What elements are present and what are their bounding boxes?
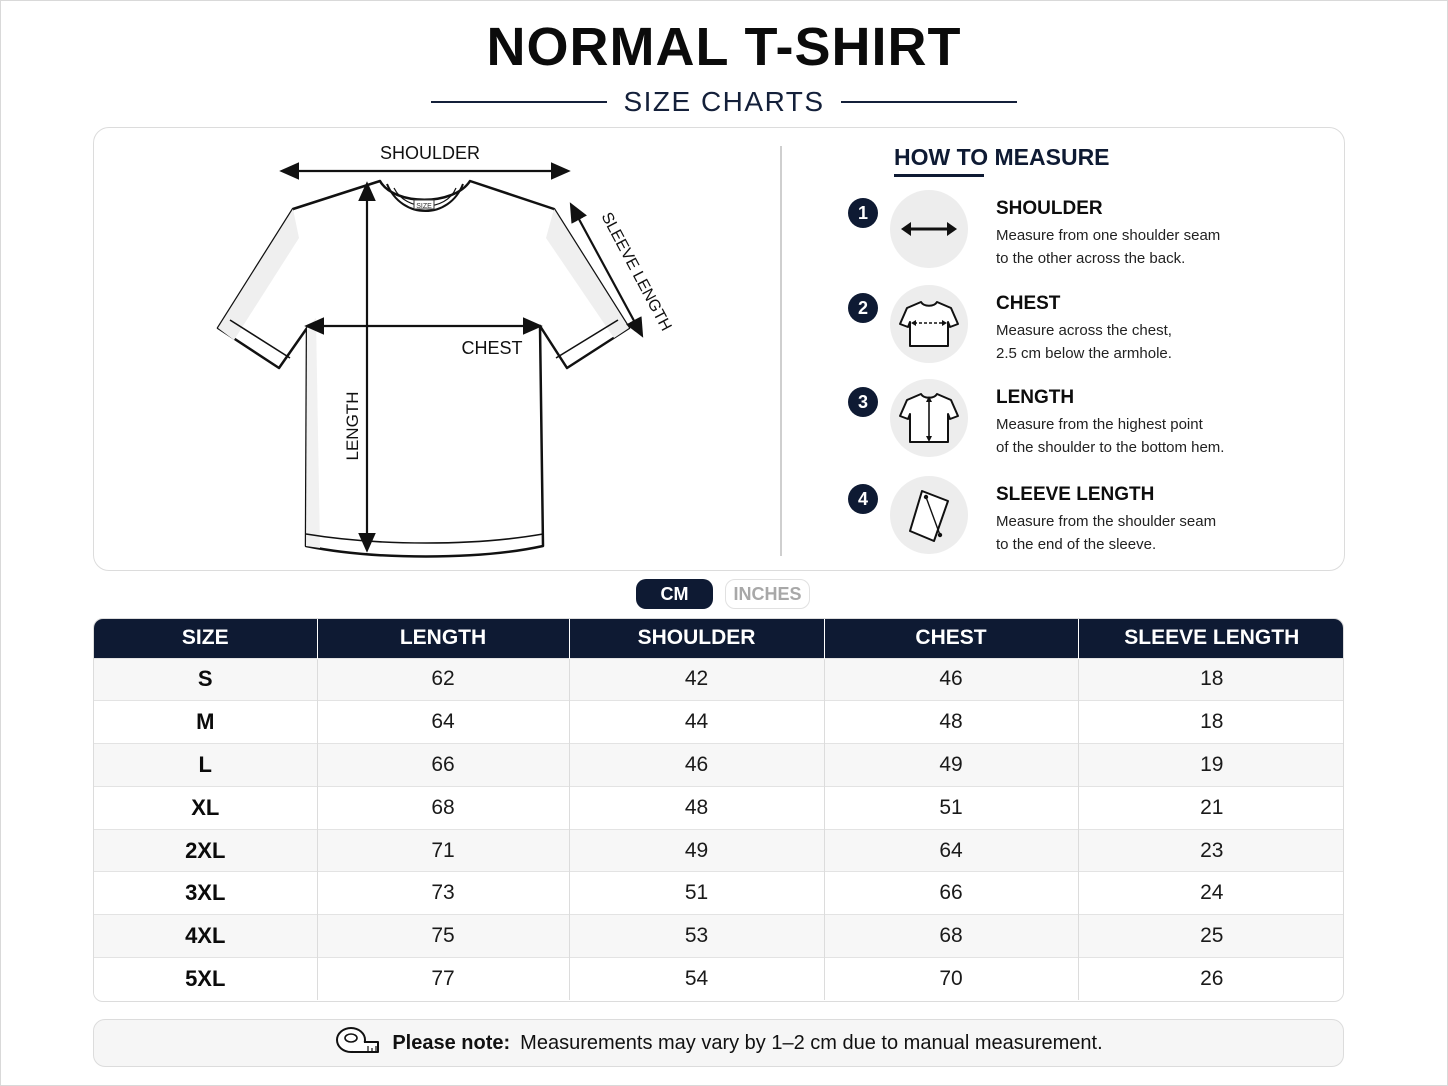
step-number: 4 <box>848 484 878 514</box>
vertical-divider <box>780 146 782 556</box>
measure-step <box>848 379 1328 459</box>
column-header-size: SIZE <box>94 619 317 658</box>
step-description-line: Measure from the highest point <box>996 416 1203 433</box>
shirt-length-icon <box>890 379 968 457</box>
shoulder-cell: 48 <box>569 786 824 829</box>
note-text: Measurements may vary by 1–2 cm due to manual measurement. <box>520 1031 1103 1054</box>
table-row <box>94 829 1344 872</box>
step-description-line: of the shoulder to the bottom hem. <box>996 439 1225 456</box>
note-bar <box>93 1019 1344 1067</box>
step-description-line: 2.5 cm below the armhole. <box>996 345 1172 362</box>
column-header-length: LENGTH <box>317 619 569 658</box>
length-cell: 68 <box>317 786 569 829</box>
size-cell: 2XL <box>94 829 317 872</box>
shoulder-cell: 49 <box>569 829 824 872</box>
sleeve-length-cell: 18 <box>1078 701 1344 744</box>
sleeve-length-cell: 26 <box>1078 958 1344 1001</box>
shoulder-cell: 42 <box>569 658 824 701</box>
column-header-shoulder: SHOULDER <box>569 619 824 658</box>
shoulder-cell: 46 <box>569 744 824 787</box>
shoulder-cell: 51 <box>569 872 824 915</box>
step-description-line: to the end of the sleeve. <box>996 536 1157 553</box>
step-heading: LENGTH <box>996 387 1075 408</box>
table-row <box>94 701 1344 744</box>
table-row <box>94 786 1344 829</box>
table-row <box>94 744 1344 787</box>
length-cell: 64 <box>317 701 569 744</box>
step-description-line: to the other across the back. <box>996 250 1186 267</box>
column-header-sleeve-length: SLEEVE LENGTH <box>1078 619 1344 658</box>
unit-inches-button[interactable]: INCHES <box>725 579 810 609</box>
step-heading: CHEST <box>996 293 1061 314</box>
shoulder-cell: 54 <box>569 958 824 1001</box>
measure-step <box>848 476 1328 556</box>
tshirt-diagram <box>94 128 780 572</box>
table-row <box>94 658 1344 701</box>
shoulder-cell: 53 <box>569 915 824 958</box>
measuring-tape-icon <box>334 1022 382 1064</box>
length-cell: 75 <box>317 915 569 958</box>
size-cell: 4XL <box>94 915 317 958</box>
chest-cell: 48 <box>824 701 1078 744</box>
sleeve-length-cell: 18 <box>1078 658 1344 701</box>
chest-cell: 46 <box>824 658 1078 701</box>
shoulder-cell: 44 <box>569 701 824 744</box>
how-to-measure-underline <box>894 174 984 177</box>
step-heading: SLEEVE LENGTH <box>996 484 1155 505</box>
sleeve-length-cell: 19 <box>1078 744 1344 787</box>
step-number: 3 <box>848 387 878 417</box>
length-label: LENGTH <box>343 391 362 461</box>
table-row <box>94 872 1344 915</box>
how-to-measure-title: HOW TO MEASURE <box>894 144 1110 170</box>
measure-step <box>848 285 1328 365</box>
measurement-guide-card <box>93 127 1345 571</box>
size-cell: L <box>94 744 317 787</box>
chest-cell: 51 <box>824 786 1078 829</box>
note-label: Please note: <box>392 1031 511 1054</box>
step-heading: SHOULDER <box>996 198 1103 219</box>
sleeve-length-cell: 21 <box>1078 786 1344 829</box>
length-cell: 73 <box>317 872 569 915</box>
table-row <box>94 958 1344 1001</box>
chest-cell: 68 <box>824 915 1078 958</box>
step-description <box>996 510 1326 556</box>
size-cell: M <box>94 701 317 744</box>
page-subtitle: SIZE CHARTS <box>623 86 825 117</box>
length-cell: 77 <box>317 958 569 1001</box>
length-cell: 71 <box>317 829 569 872</box>
page-title: NORMAL T-SHIRT <box>486 17 962 77</box>
subtitle-row <box>0 84 1448 120</box>
size-cell: 5XL <box>94 958 317 1001</box>
step-description <box>996 224 1326 270</box>
sleeve-length-cell: 23 <box>1078 829 1344 872</box>
subtitle-right-rule <box>841 101 1017 103</box>
sleeve-length-cell: 25 <box>1078 915 1344 958</box>
shoulder-label: SHOULDER <box>379 143 481 163</box>
size-cell: XL <box>94 786 317 829</box>
shirt-chest-icon <box>890 285 968 363</box>
step-description-line: Measure from one shoulder seam <box>996 227 1221 244</box>
chest-cell: 66 <box>824 872 1078 915</box>
double-arrow-icon <box>890 190 968 268</box>
step-description-line: Measure across the chest, <box>996 322 1172 339</box>
table-row <box>94 915 1344 958</box>
size-cell: S <box>94 658 317 701</box>
size-tag-text: SIZE <box>416 203 432 210</box>
table-header-row <box>94 619 1344 658</box>
chest-label: CHEST <box>461 338 523 358</box>
length-cell: 62 <box>317 658 569 701</box>
subtitle-left-rule <box>431 101 607 103</box>
chest-cell: 64 <box>824 829 1078 872</box>
sleeve-label: SLEEVE LENGTH <box>597 209 675 334</box>
sleeve-icon <box>890 476 968 554</box>
measure-step <box>848 190 1328 270</box>
length-cell: 66 <box>317 744 569 787</box>
size-table <box>93 618 1344 1002</box>
sleeve-length-cell: 24 <box>1078 872 1344 915</box>
step-description <box>996 413 1326 459</box>
size-cell: 3XL <box>94 872 317 915</box>
step-number: 2 <box>848 293 878 323</box>
chest-cell: 70 <box>824 958 1078 1001</box>
column-header-chest: CHEST <box>824 619 1078 658</box>
step-description <box>996 319 1326 365</box>
unit-cm-button[interactable]: CM <box>636 579 713 609</box>
step-number: 1 <box>848 198 878 228</box>
unit-toggle <box>636 579 810 609</box>
chest-cell: 49 <box>824 744 1078 787</box>
step-description-line: Measure from the shoulder seam <box>996 513 1217 530</box>
